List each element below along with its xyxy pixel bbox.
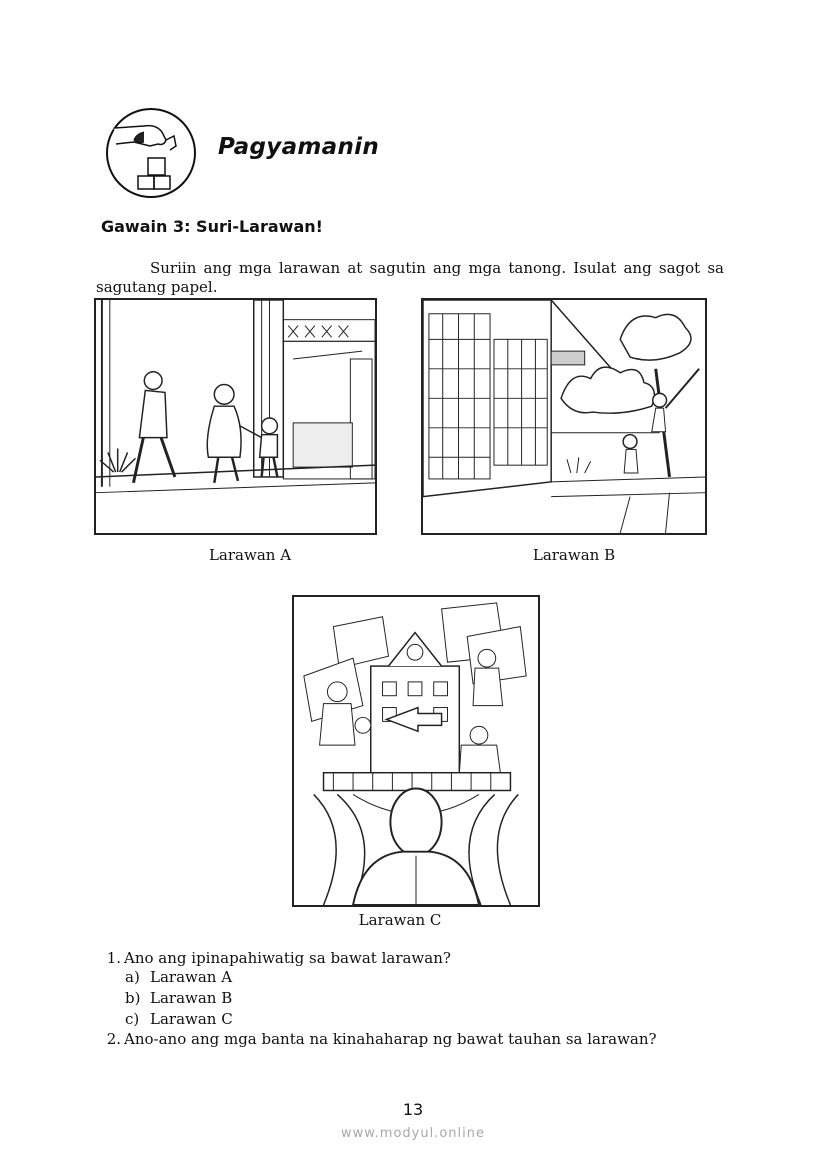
question-number: 2. bbox=[106, 1030, 121, 1048]
section-title: Pagyamanin bbox=[218, 134, 380, 160]
question-text: Ano-ano ang mga banta na kinahaharap ng bawat tauhan sa larawan? bbox=[124, 1030, 657, 1048]
children-climbing-tree-illustration bbox=[421, 298, 707, 535]
activity-title: Gawain 3: Suri-Larawan! bbox=[101, 217, 323, 236]
caption-larawan-c: Larawan C bbox=[358, 911, 442, 929]
caption-larawan-b: Larawan B bbox=[532, 546, 616, 564]
sub-item-label: c) bbox=[125, 1010, 140, 1028]
question-number: 1. bbox=[106, 949, 121, 967]
sub-item-text: Larawan B bbox=[150, 989, 233, 1007]
sub-item-text: Larawan C bbox=[150, 1010, 233, 1028]
sub-item-label: a) bbox=[125, 968, 140, 986]
page-number: 13 bbox=[402, 1100, 424, 1119]
question-text: Ano ang ipinapahiwatig sa bawat larawan? bbox=[124, 949, 451, 967]
instructions: Suriin ang mga larawan at sagutin ang mga tanong. Isulat ang sagot sa sagutang papel. bbox=[96, 259, 724, 296]
watermark: www.modyul.online bbox=[340, 1126, 486, 1141]
student-facing-school-illustration bbox=[292, 595, 540, 907]
family-walking-illustration bbox=[94, 298, 377, 535]
sub-item-text: Larawan A bbox=[150, 968, 233, 986]
caption-larawan-a: Larawan A bbox=[208, 546, 292, 564]
hand-stacking-blocks-icon bbox=[104, 106, 198, 200]
sub-item-label: b) bbox=[125, 989, 141, 1007]
